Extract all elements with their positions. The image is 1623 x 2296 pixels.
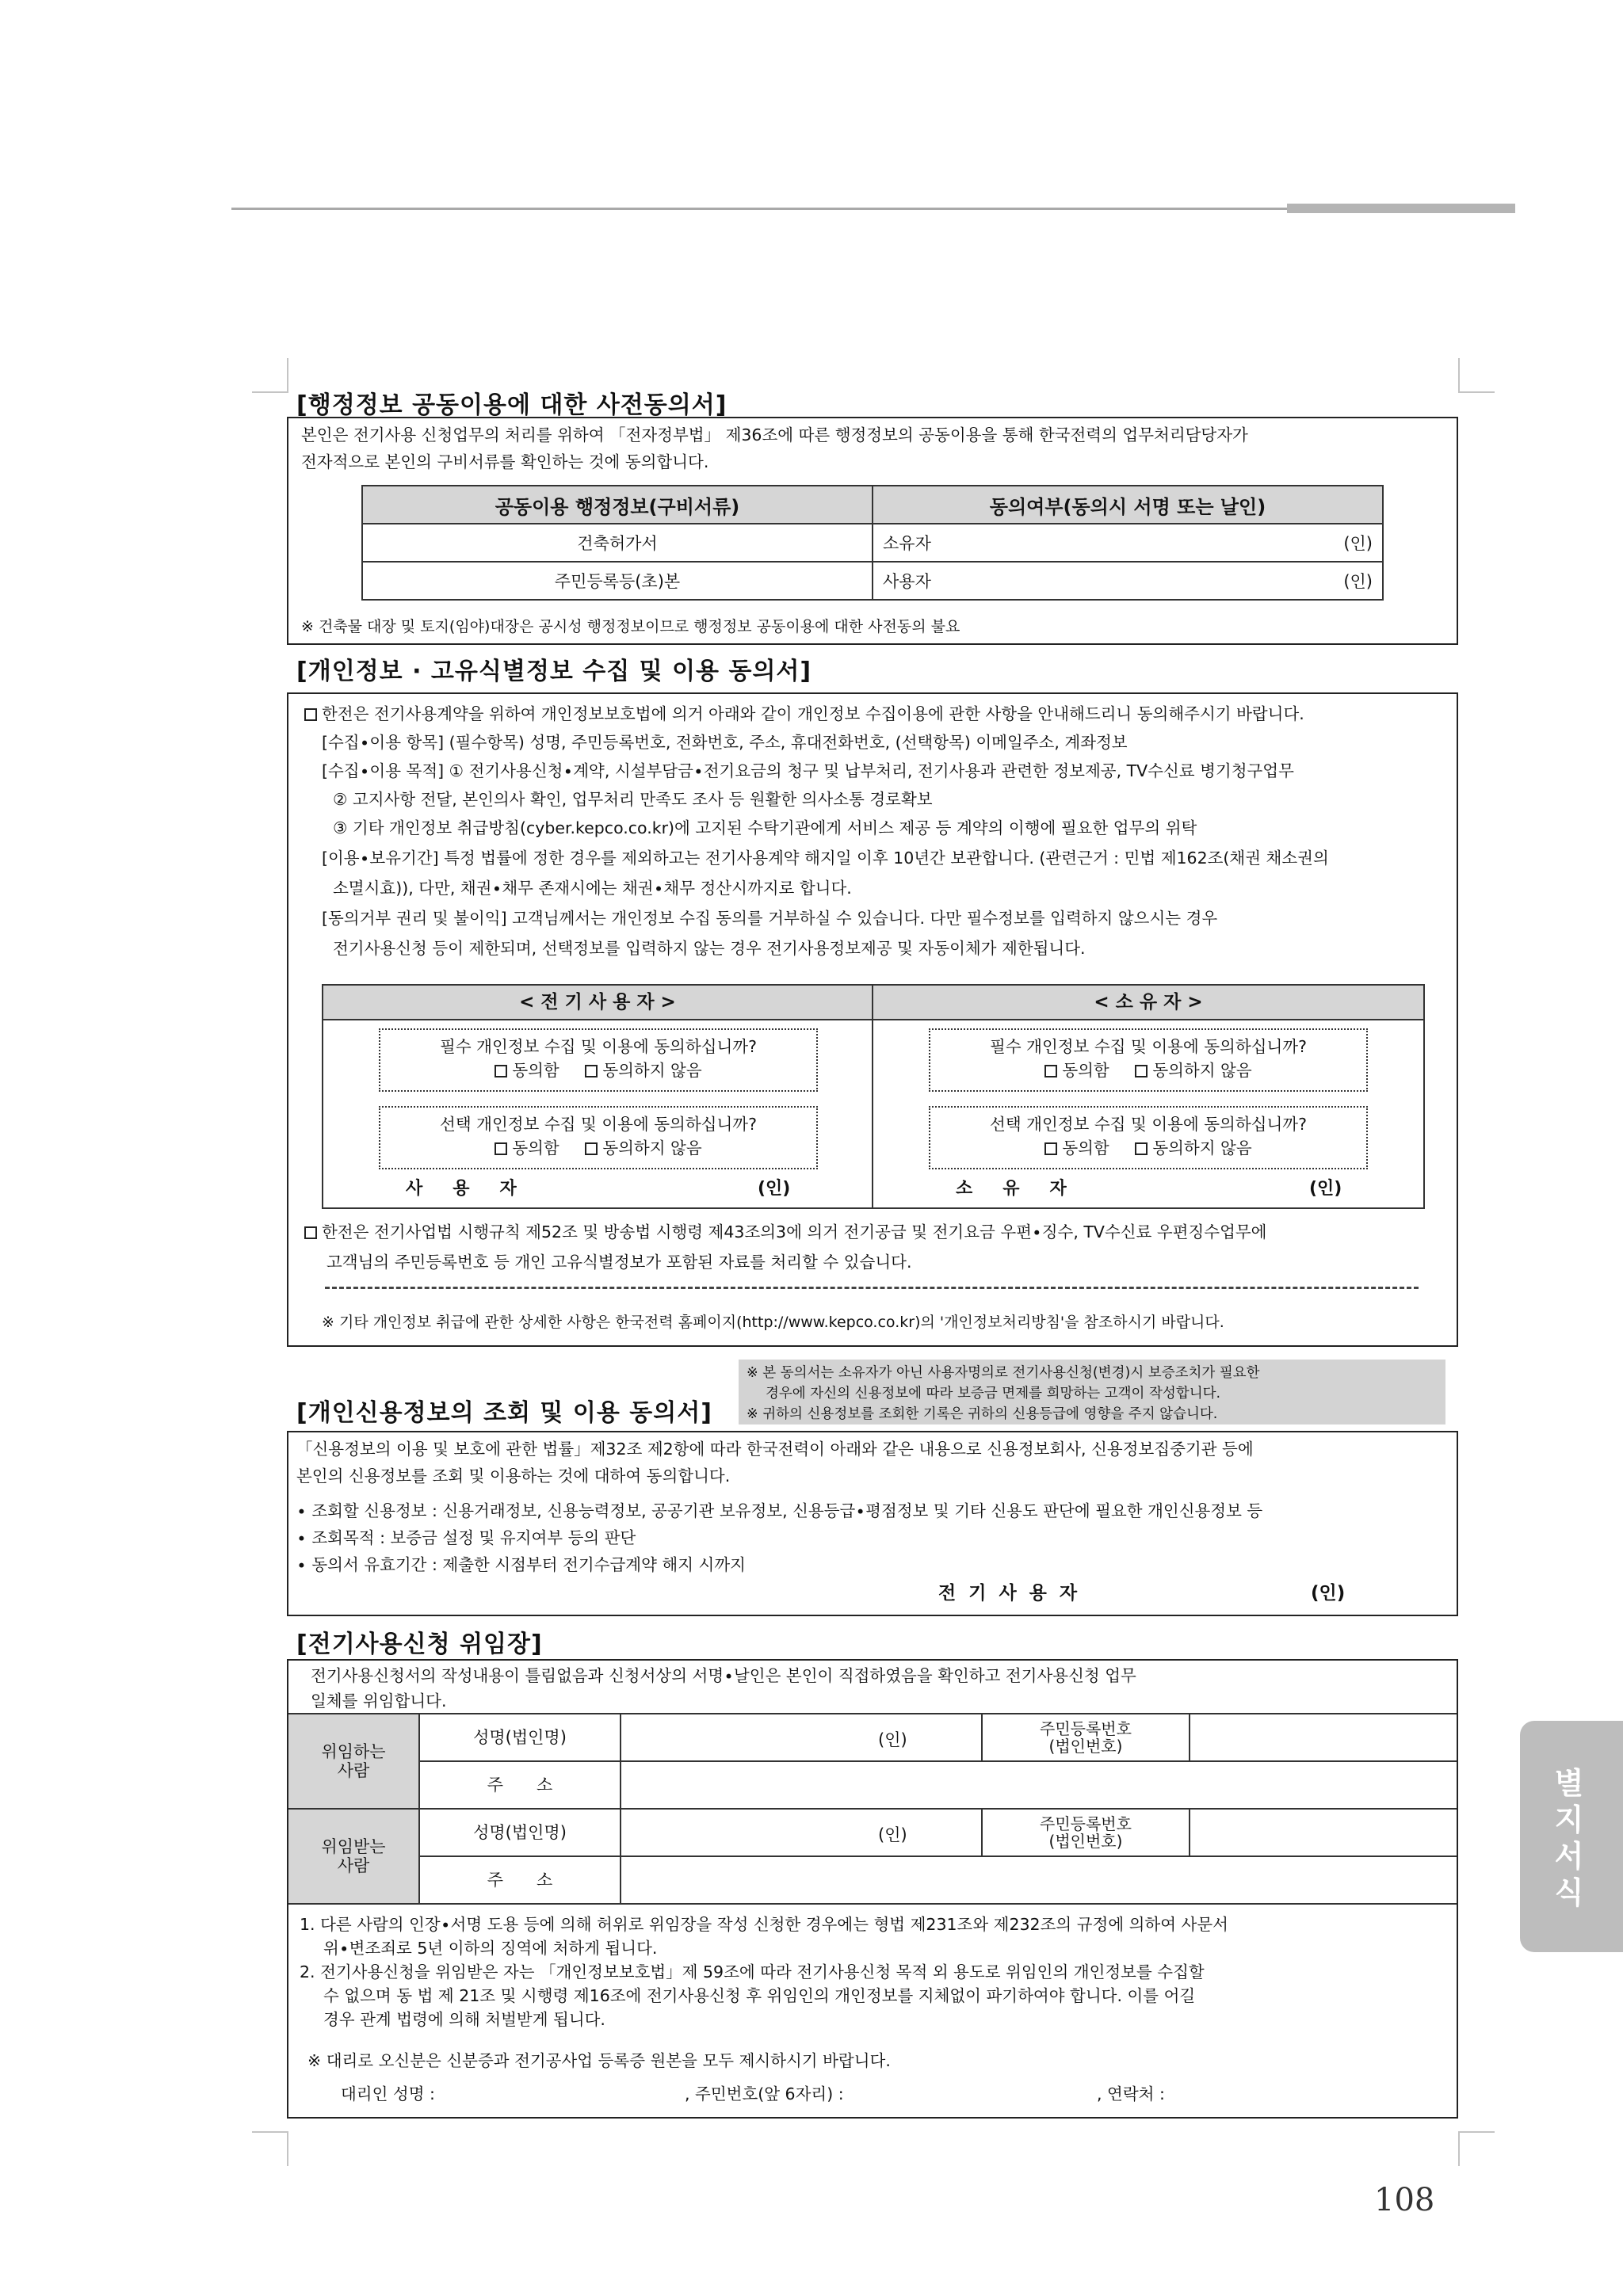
optional-consent-question: 선택 개인정보 수집 및 이용에 동의하십니까? xyxy=(440,1115,757,1134)
table-row xyxy=(362,562,1383,600)
attorney-intro-1: 전기사용신청서의 작성내용이 틀림없음과 신청서상의 서명∙날인은 본인이 직접하였음을 확인하고 전기사용신청 업무 xyxy=(311,1666,1136,1685)
attorney-intro-2: 일체를 위임합니다. xyxy=(311,1691,447,1711)
personal-info-consent-box xyxy=(287,692,1458,1347)
admin-info-table xyxy=(361,485,1384,601)
user-required-consent: 필수 개인정보 수집 및 이용에 동의하십니까? 동의함 동의하지 않음 xyxy=(379,1028,818,1092)
signer-role: 사용자 xyxy=(883,572,931,591)
delegatee-id-label: 주민등록번호 (법인번호) xyxy=(981,1810,1190,1857)
disagree-checkbox[interactable] xyxy=(1135,1142,1148,1155)
crop-mark xyxy=(252,391,288,393)
power-of-attorney-box xyxy=(287,1659,1458,2119)
seal-mark: (인) xyxy=(1343,572,1373,591)
credit-note-1: ※ 본 동의서는 소유자가 아닌 사용자명의로 전기사용신청(변경)시 보증조치가 필요한 xyxy=(747,1365,1260,1381)
appendix-form-tab-label: 별 지 서 식 xyxy=(1554,1766,1584,1910)
credit-inquiry-purpose: ∙ 조회목적 : 보증금 설정 및 유지여부 등의 판단 xyxy=(296,1528,636,1547)
delegatee-name-input[interactable] xyxy=(621,1810,981,1857)
crop-mark xyxy=(287,2131,288,2166)
refusal-right: [동의거부 권리 및 불이익] 고객님께서는 개인정보 수집 동의를 거부하실 수 있습니다. 다만 필수정보를 입력하지 않으시는 경우 xyxy=(322,909,1218,928)
agree-checkbox[interactable] xyxy=(495,1142,507,1155)
consent-grid xyxy=(322,984,1425,1209)
warning-2a: 2. 전기사용신청을 위임받은 자는 「개인정보보호법」제 59조에 따라 전기사용신청 목적 외 용도로 위임인의 개인정보를 수집할 xyxy=(300,1962,1205,1981)
credit-consent-line-1: 「신용정보의 이용 및 보호에 관한 법률」제32조 제2항에 따라 한국전력이 아래와 같은 내용으로 신용정보회사, 신용정보집중기관 등에 xyxy=(296,1440,1254,1459)
agree-checkbox[interactable] xyxy=(1044,1065,1057,1077)
doc-name-cell: 주민등록등(초)본 xyxy=(362,562,873,600)
collection-purpose-2: ② 고지사항 전달, 본인의사 확인, 업무처리 만족도 조사 등 원활한 의사소통 경로확보 xyxy=(333,790,933,809)
header-accent-bar xyxy=(1287,204,1515,213)
proxy-name-label[interactable]: 대리인 성명 : xyxy=(341,2084,435,2103)
delegator-id-label: 주민등록번호 (법인번호) xyxy=(981,1714,1190,1762)
crop-mark xyxy=(287,358,288,393)
owner-seal[interactable]: (인) xyxy=(1309,1179,1342,1199)
admin-consent-note: ※ 건축물 대장 및 토지(임야)대장은 공시성 행정정보이므로 행정정보 공동이용에 대한 사전동의 불요 xyxy=(301,618,960,635)
disagree-checkbox[interactable] xyxy=(585,1142,598,1155)
credit-note-3: ※ 귀하의 신용정보를 조회한 기록은 귀하의 신용등급에 영향을 주지 않습니다. xyxy=(747,1406,1218,1422)
credit-inquiry-items: ∙ 조회할 신용정보 : 신용거래정보, 신용능력정보, 공공기관 보유정보, 신용등급∙평점정보 및 기타 신용도 판단에 필요한 개인신용정보 등 xyxy=(296,1501,1263,1520)
owner-optional-consent: 선택 개인정보 수집 및 이용에 동의하십니까? 동의함 동의하지 않음 xyxy=(929,1106,1368,1169)
section-title-personal-info-consent: [개인정보 ∙ 고유식별정보 수집 및 이용 동의서] xyxy=(296,658,812,685)
unique-id-notice-2: 고객님의 주민등록번호 등 개인 고유식별정보가 포함된 자료를 처리할 수 있습니다. xyxy=(327,1253,912,1272)
unique-id-notice-1: 한전은 전기사업법 시행규칙 제52조 및 방송법 시행령 제43조의3에 의거 전기공급 및 전기요금 우편∙징수, TV수신료 우편징수업무에 xyxy=(304,1222,1267,1242)
collection-purpose-1: [수집∙이용 목적] ① 전기사용신청∙계약, 시설부담금∙전기요금의 청구 및 납부처리, 전기사용과 관련한 정보제공, TV수신료 병기청구업무 xyxy=(322,761,1294,780)
disagree-checkbox[interactable] xyxy=(1135,1065,1148,1077)
delegatee-address-input[interactable] xyxy=(621,1857,1457,1905)
crop-mark xyxy=(1458,2131,1460,2166)
delegatee-name-label: 성명(법인명) xyxy=(420,1810,621,1857)
crop-mark xyxy=(1458,358,1460,393)
retention-period: [이용∙보유기간] 특정 법률에 정한 경우를 제외하고는 전기사용계약 해지일 이후 10년간 보관합니다. (관련근거 : 민법 제162조(채권 채소권의 xyxy=(322,849,1329,868)
collection-purpose-3: ③ 기타 개인정보 취급방침(cyber.kepco.co.kr)에 고지된 수탁기관에게 서비스 제공 등 계약의 이행에 필요한 업무의 위탁 xyxy=(333,818,1197,837)
consent-signature-cell[interactable] xyxy=(873,562,1383,600)
delegatee-address-label: 주 소 xyxy=(420,1857,621,1905)
appendix-form-tab xyxy=(1520,1721,1623,1952)
privacy-policy-footnote: ※ 기타 개인정보 취급에 관한 상세한 사항은 한국전력 홈페이지(http://www.kepco.co.kr)의 '개인정보처리방침'을 참조하시기 바랍니다. xyxy=(322,1314,1224,1331)
warning-1b: 위∙변조죄로 5년 이하의 징역에 처하게 됩니다. xyxy=(323,1939,658,1958)
optional-consent-question: 선택 개인정보 수집 및 이용에 동의하십니까? xyxy=(990,1115,1307,1134)
crop-mark xyxy=(252,2131,288,2133)
checkbox-icon xyxy=(304,1226,317,1239)
section-title-admin-info-consent: [행정정보 공동이용에 대한 사전동의서] xyxy=(296,391,727,419)
owner-required-consent: 필수 개인정보 수집 및 이용에 동의하십니까? 동의함 동의하지 않음 xyxy=(929,1028,1368,1092)
credit-info-consent-box xyxy=(287,1431,1458,1616)
delegator-name-label: 성명(법인명) xyxy=(420,1714,621,1762)
owner-column-header: < 소 유 자 > xyxy=(873,986,1423,1020)
personal-info-intro: 한전은 전기사용계약을 위하여 개인정보보호법에 의거 아래와 같이 개인정보 수집이용에 관한 사항을 안내해드리니 동의해주시기 바랍니다. xyxy=(304,704,1304,724)
disagree-checkbox[interactable] xyxy=(585,1065,598,1077)
electricity-user-seal[interactable]: (인) xyxy=(1311,1583,1346,1604)
admin-info-consent-box xyxy=(287,417,1458,645)
seal-mark: (인) xyxy=(1343,534,1373,553)
admin-consent-line-1: 본인은 전기사용 신청업무의 처리를 위하여 「전자정부법」 제36조에 따른 행정정보의 공동이용을 통해 한국전력의 업무처리담당자가 xyxy=(301,425,1248,444)
electricity-user-sign-label: 전 기 사 용 자 xyxy=(938,1583,1081,1604)
proxy-id-label[interactable]: , 주민번호(앞 6자리) : xyxy=(685,2084,844,2103)
owner-sign-label: 소 유 자 xyxy=(956,1179,1073,1199)
consent-signature-cell[interactable] xyxy=(873,524,1383,562)
delegator-address-label: 주 소 xyxy=(420,1762,621,1810)
delegator-address-input[interactable] xyxy=(621,1762,1457,1810)
required-consent-question: 필수 개인정보 수집 및 이용에 동의하십니까? xyxy=(990,1037,1307,1056)
collection-items: [수집∙이용 항목] (필수항목) 성명, 주민등록번호, 전화번호, 주소, 휴대전화번호, (선택항목) 이메일주소, 계좌정보 xyxy=(322,733,1128,752)
refusal-right-2: 전기사용신청 등이 제한되며, 선택정보를 입력하지 않는 경우 전기사용정보제공 및 자동이체가 제한됩니다. xyxy=(333,939,1086,958)
required-consent-question: 필수 개인정보 수집 및 이용에 동의하십니까? xyxy=(440,1037,757,1056)
credit-note-2: 경우에 자신의 신용정보에 따라 보증금 면제를 희망하는 고객이 작성합니다. xyxy=(766,1386,1221,1402)
credit-info-note-box xyxy=(739,1360,1445,1425)
signer-role: 소유자 xyxy=(883,534,931,553)
user-sign-label: 사 용 자 xyxy=(406,1179,523,1199)
dashed-divider xyxy=(325,1287,1419,1289)
warning-2c: 경우 관계 법령에 의해 처벌받게 됩니다. xyxy=(323,2010,605,2029)
crop-mark xyxy=(1458,391,1495,393)
agree-checkbox[interactable] xyxy=(495,1065,507,1077)
section-title-power-of-attorney: [전기사용신청 위임장] xyxy=(296,1630,543,1658)
user-optional-consent: 선택 개인정보 수집 및 이용에 동의하십니까? 동의함 동의하지 않음 xyxy=(379,1106,818,1169)
column-header-shared-info: 공동이용 행정정보(구비서류) xyxy=(362,486,873,524)
checkbox-icon xyxy=(304,708,317,721)
credit-consent-validity: ∙ 동의서 유효기간 : 제출한 시점부터 전기수급계약 해지 시까지 xyxy=(296,1555,746,1574)
seal-mark: (인) xyxy=(878,1730,907,1749)
seal-mark: (인) xyxy=(878,1825,907,1844)
column-divider xyxy=(872,1020,873,1207)
proxy-id-notice: ※ 대리로 오신분은 신분증과 전기공사업 등록증 원본을 모두 제시하시기 바랍니다. xyxy=(307,2051,891,2070)
table-row xyxy=(362,524,1383,562)
user-column-header: < 전 기 사 용 자 > xyxy=(323,986,873,1020)
user-seal[interactable]: (인) xyxy=(758,1179,791,1199)
agree-checkbox[interactable] xyxy=(1044,1142,1057,1155)
admin-consent-line-2: 전자적으로 본인의 구비서류를 확인하는 것에 동의합니다. xyxy=(301,452,709,471)
delegation-grid xyxy=(288,1713,1457,1906)
delegatee-id-input[interactable] xyxy=(1190,1810,1457,1857)
doc-name-cell: 건축허가서 xyxy=(362,524,873,562)
crop-mark xyxy=(1458,2131,1495,2133)
page-number: 108 xyxy=(1374,2182,1435,2218)
warning-2b: 수 없으며 동 법 제 21조 및 시행령 제16조에 전기사용신청 후 위임인의 개인정보를 지체없이 파기하여야 합니다. 이를 어길 xyxy=(323,1986,1196,2005)
delegator-id-input[interactable] xyxy=(1190,1714,1457,1762)
retention-period-2: 소멸시효)), 다만, 채권∙채무 존재시에는 채권∙채무 정산시까지로 합니다. xyxy=(333,879,852,898)
delegatee-label: 위임받는 사람 xyxy=(288,1810,420,1905)
section-title-credit-info-consent: [개인신용정보의 조회 및 이용 동의서] xyxy=(296,1399,712,1427)
proxy-contact-label[interactable]: , 연락처 : xyxy=(1097,2084,1165,2103)
column-header-consent: 동의여부(동의시 서명 또는 날인) xyxy=(873,486,1383,524)
credit-consent-line-2: 본인의 신용정보를 조회 및 이용하는 것에 대하여 동의합니다. xyxy=(296,1466,731,1486)
warning-1a: 1. 다른 사람의 인장∙서명 도용 등에 의해 허위로 위임장을 작성 신청한 경우에는 형법 제231조와 제232조의 규정에 의하여 사문서 xyxy=(300,1915,1228,1934)
delegator-label: 위임하는 사람 xyxy=(288,1714,420,1810)
